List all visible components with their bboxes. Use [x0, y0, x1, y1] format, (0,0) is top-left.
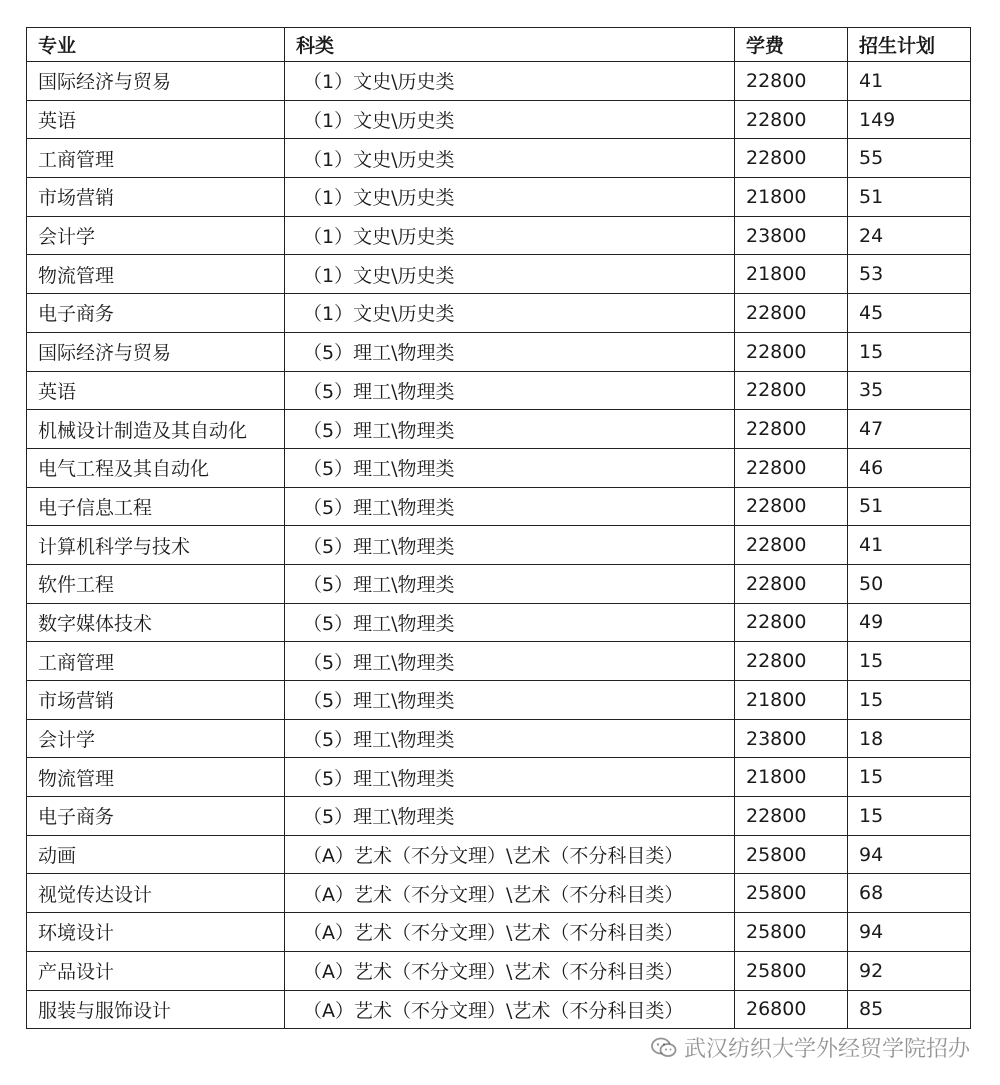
cell-category: （A）艺术（不分文理）\艺术（不分科目类） — [285, 874, 735, 913]
cell-enrollment-plan: 15 — [848, 758, 971, 797]
cell-category: （5）理工\物理类 — [285, 797, 735, 836]
cell-category: （A）艺术（不分文理）\艺术（不分科目类） — [285, 951, 735, 990]
table-row — [27, 797, 971, 836]
cell-tuition: 25800 — [735, 913, 848, 952]
cell-major: 会计学 — [27, 719, 285, 758]
cell-category: （5）理工\物理类 — [285, 758, 735, 797]
table-row — [27, 62, 971, 101]
table-row — [27, 178, 971, 217]
cell-major: 电气工程及其自动化 — [27, 448, 285, 487]
cell-major: 物流管理 — [27, 255, 285, 294]
cell-major: 工商管理 — [27, 642, 285, 681]
cell-enrollment-plan: 41 — [848, 526, 971, 565]
table-row — [27, 100, 971, 139]
cell-enrollment-plan: 85 — [848, 990, 971, 1029]
cell-category: （5）理工\物理类 — [285, 681, 735, 720]
cell-category: （A）艺术（不分文理）\艺术（不分科目类） — [285, 990, 735, 1029]
table-row — [27, 410, 971, 449]
table-row — [27, 487, 971, 526]
cell-enrollment-plan: 68 — [848, 874, 971, 913]
cell-tuition: 22800 — [735, 487, 848, 526]
cell-enrollment-plan: 94 — [848, 835, 971, 874]
cell-major: 国际经济与贸易 — [27, 332, 285, 371]
cell-tuition: 25800 — [735, 874, 848, 913]
cell-category: （5）理工\物理类 — [285, 719, 735, 758]
cell-tuition: 22800 — [735, 410, 848, 449]
cell-tuition: 25800 — [735, 951, 848, 990]
table-row — [27, 294, 971, 333]
cell-enrollment-plan: 46 — [848, 448, 971, 487]
cell-category: （1）文史\历史类 — [285, 100, 735, 139]
table-row — [27, 139, 971, 178]
cell-tuition: 26800 — [735, 990, 848, 1029]
cell-category: （5）理工\物理类 — [285, 603, 735, 642]
table-row — [27, 371, 971, 410]
cell-enrollment-plan: 51 — [848, 178, 971, 217]
table-row — [27, 874, 971, 913]
header-category: 科类 — [285, 28, 735, 62]
cell-category: （5）理工\物理类 — [285, 564, 735, 603]
cell-major: 电子商务 — [27, 797, 285, 836]
table-row — [27, 526, 971, 565]
header-tuition: 学费 — [735, 28, 848, 62]
header-enrollment-plan: 招生计划 — [848, 28, 971, 62]
cell-major: 会计学 — [27, 216, 285, 255]
cell-category: （A）艺术（不分文理）\艺术（不分科目类） — [285, 835, 735, 874]
cell-major: 产品设计 — [27, 951, 285, 990]
cell-category: （5）理工\物理类 — [285, 448, 735, 487]
cell-category: （1）文史\历史类 — [285, 255, 735, 294]
cell-major: 数字媒体技术 — [27, 603, 285, 642]
table-row — [27, 719, 971, 758]
cell-tuition: 22800 — [735, 100, 848, 139]
cell-major: 电子商务 — [27, 294, 285, 333]
table-row — [27, 216, 971, 255]
cell-tuition: 21800 — [735, 681, 848, 720]
cell-enrollment-plan: 49 — [848, 603, 971, 642]
cell-enrollment-plan: 50 — [848, 564, 971, 603]
table-row — [27, 951, 971, 990]
cell-category: （1）文史\历史类 — [285, 216, 735, 255]
cell-enrollment-plan: 92 — [848, 951, 971, 990]
cell-major: 机械设计制造及其自动化 — [27, 410, 285, 449]
cell-enrollment-plan: 18 — [848, 719, 971, 758]
cell-major: 英语 — [27, 371, 285, 410]
cell-enrollment-plan: 94 — [848, 913, 971, 952]
cell-tuition: 21800 — [735, 178, 848, 217]
cell-enrollment-plan: 15 — [848, 797, 971, 836]
table-row — [27, 448, 971, 487]
cell-enrollment-plan: 55 — [848, 139, 971, 178]
cell-major: 英语 — [27, 100, 285, 139]
cell-major: 软件工程 — [27, 564, 285, 603]
cell-major: 工商管理 — [27, 139, 285, 178]
cell-tuition: 22800 — [735, 332, 848, 371]
table-row — [27, 913, 971, 952]
cell-enrollment-plan: 41 — [848, 62, 971, 101]
table-row — [27, 255, 971, 294]
cell-tuition: 22800 — [735, 139, 848, 178]
table-row — [27, 603, 971, 642]
enrollment-table-container — [26, 27, 970, 1029]
cell-tuition: 21800 — [735, 758, 848, 797]
cell-enrollment-plan: 51 — [848, 487, 971, 526]
table-row — [27, 332, 971, 371]
cell-major: 环境设计 — [27, 913, 285, 952]
table-row — [27, 564, 971, 603]
table-row — [27, 681, 971, 720]
cell-tuition: 22800 — [735, 448, 848, 487]
enrollment-table — [26, 27, 971, 1029]
cell-major: 市场营销 — [27, 178, 285, 217]
cell-category: （1）文史\历史类 — [285, 139, 735, 178]
table-header-row — [27, 28, 971, 62]
cell-major: 计算机科学与技术 — [27, 526, 285, 565]
cell-major: 国际经济与贸易 — [27, 62, 285, 101]
cell-tuition: 23800 — [735, 719, 848, 758]
cell-major: 物流管理 — [27, 758, 285, 797]
cell-enrollment-plan: 53 — [848, 255, 971, 294]
cell-tuition: 25800 — [735, 835, 848, 874]
cell-tuition: 22800 — [735, 294, 848, 333]
cell-tuition: 21800 — [735, 255, 848, 294]
cell-category: （1）文史\历史类 — [285, 178, 735, 217]
cell-tuition: 22800 — [735, 564, 848, 603]
cell-tuition: 22800 — [735, 62, 848, 101]
table-row — [27, 990, 971, 1029]
cell-major: 服装与服饰设计 — [27, 990, 285, 1029]
watermark-text: 武汉纺织大学外经贸学院招办 — [683, 1037, 970, 1062]
cell-enrollment-plan: 149 — [848, 100, 971, 139]
watermark — [650, 1032, 970, 1063]
table-row — [27, 758, 971, 797]
cell-tuition: 22800 — [735, 797, 848, 836]
wechat-icon — [650, 1036, 678, 1060]
cell-enrollment-plan: 24 — [848, 216, 971, 255]
cell-category: （5）理工\物理类 — [285, 410, 735, 449]
cell-enrollment-plan: 15 — [848, 332, 971, 371]
cell-enrollment-plan: 15 — [848, 681, 971, 720]
cell-category: （5）理工\物理类 — [285, 371, 735, 410]
cell-category: （5）理工\物理类 — [285, 332, 735, 371]
cell-category: （5）理工\物理类 — [285, 487, 735, 526]
cell-tuition: 22800 — [735, 603, 848, 642]
cell-category: （1）文史\历史类 — [285, 62, 735, 101]
cell-category: （A）艺术（不分文理）\艺术（不分科目类） — [285, 913, 735, 952]
cell-major: 市场营销 — [27, 681, 285, 720]
cell-category: （5）理工\物理类 — [285, 526, 735, 565]
cell-tuition: 22800 — [735, 371, 848, 410]
table-row — [27, 642, 971, 681]
cell-enrollment-plan: 15 — [848, 642, 971, 681]
table-body — [27, 62, 971, 1029]
cell-enrollment-plan: 45 — [848, 294, 971, 333]
cell-major: 动画 — [27, 835, 285, 874]
cell-enrollment-plan: 47 — [848, 410, 971, 449]
cell-category: （1）文史\历史类 — [285, 294, 735, 333]
cell-tuition: 23800 — [735, 216, 848, 255]
cell-enrollment-plan: 35 — [848, 371, 971, 410]
cell-tuition: 22800 — [735, 526, 848, 565]
cell-tuition: 22800 — [735, 642, 848, 681]
table-row — [27, 835, 971, 874]
cell-major: 电子信息工程 — [27, 487, 285, 526]
cell-category: （5）理工\物理类 — [285, 642, 735, 681]
cell-major: 视觉传达设计 — [27, 874, 285, 913]
header-major: 专业 — [27, 28, 285, 62]
